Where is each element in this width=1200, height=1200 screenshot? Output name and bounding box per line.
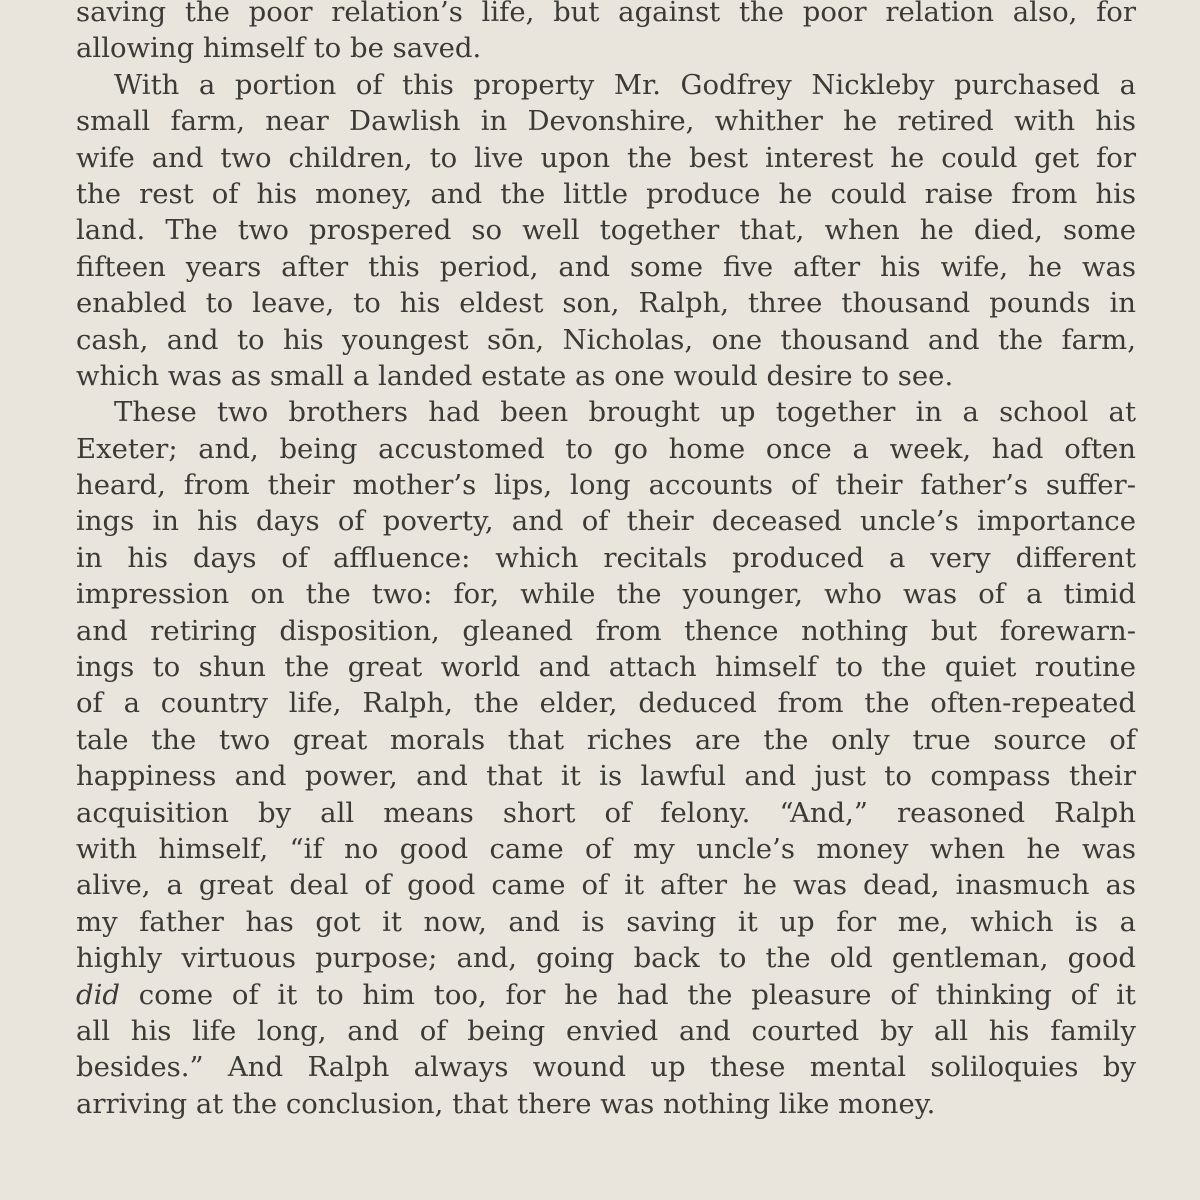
text-line: besides.” And Ralph always wound up these mental soliloquies by <box>76 1051 1136 1084</box>
text-line: of a country life, Ralph, the elder, deduced from the often-repeated <box>76 687 1136 720</box>
text-line: ings to shun the great world and attach himself to the quiet routine <box>76 651 1136 684</box>
text-line: wife and two children, to live upon the best interest he could get for <box>76 141 1136 174</box>
text-line: saving the poor relation’s life, but against the poor relation also, for <box>76 0 1136 28</box>
text-line: With a portion of this property Mr. Godfrey Nickleby purchased a <box>114 68 1136 101</box>
paragraph-2 <box>76 67 1136 395</box>
text-line: the rest of his money, and the little produce he could raise from his <box>76 177 1136 210</box>
italic-word: did <box>76 978 121 1011</box>
book-page <box>76 0 1136 1122</box>
text-line: impression on the two: for, while the younger, who was of a timid <box>76 578 1136 611</box>
text-line: tale the two great morals that riches are the only true source of <box>76 723 1136 756</box>
text-line: and retiring disposition, gleaned from thence nothing but forewarn- <box>76 614 1136 647</box>
text-line: allowing himself to be saved. <box>76 32 482 65</box>
text-line: These two brothers had been brought up together in a school at <box>114 396 1136 429</box>
text-line: Exeter; and, being accustomed to go home once a week, had often <box>76 432 1136 465</box>
text-line-rest: come of it to him too, for he had the pleasure of thinking of it <box>138 978 1136 1011</box>
text-line: acquisition by all means short of felony. “And,” reasoned Ralph <box>76 796 1136 829</box>
text-line-with-italic <box>76 977 1136 1013</box>
text-line: my father has got it now, and is saving it up for me, which is a <box>76 905 1136 938</box>
text-line: heard, from their mother’s lips, long accounts of their father’s suffer- <box>76 469 1136 502</box>
text-line: land. The two prospered so well together that, when he died, some <box>76 214 1136 247</box>
paragraph-1 <box>76 0 1136 67</box>
text-line: cash, and to his youngest sōn, Nicholas, one thousand and the farm, <box>76 323 1136 356</box>
text-line: with himself, “if no good came of my uncle’s money when he was <box>76 832 1136 865</box>
text-line: happiness and power, and that it is lawful and just to compass their <box>76 760 1136 793</box>
text-line: ings in his days of poverty, and of their deceased uncle’s importance <box>76 505 1136 538</box>
text-line: small farm, near Dawlish in Devonshire, whither he retired with his <box>76 105 1136 138</box>
text-line: fifteen years after this period, and some five after his wife, he was <box>76 250 1136 283</box>
text-line: in his days of affluence: which recitals produced a very different <box>76 541 1136 574</box>
text-line: enabled to leave, to his eldest son, Ralph, three thousand pounds in <box>76 287 1136 320</box>
text-line: which was as small a landed estate as one would desire to see. <box>76 359 954 392</box>
paragraph-3 <box>76 394 1136 1122</box>
text-line: highly virtuous purpose; and, going back to the old gentleman, good <box>76 942 1136 975</box>
text-line: arriving at the conclusion, that there was nothing like money. <box>76 1087 936 1120</box>
text-line: all his life long, and of being envied and courted by all his family <box>76 1014 1136 1047</box>
text-line: alive, a great deal of good came of it after he was dead, inasmuch as <box>76 869 1136 902</box>
